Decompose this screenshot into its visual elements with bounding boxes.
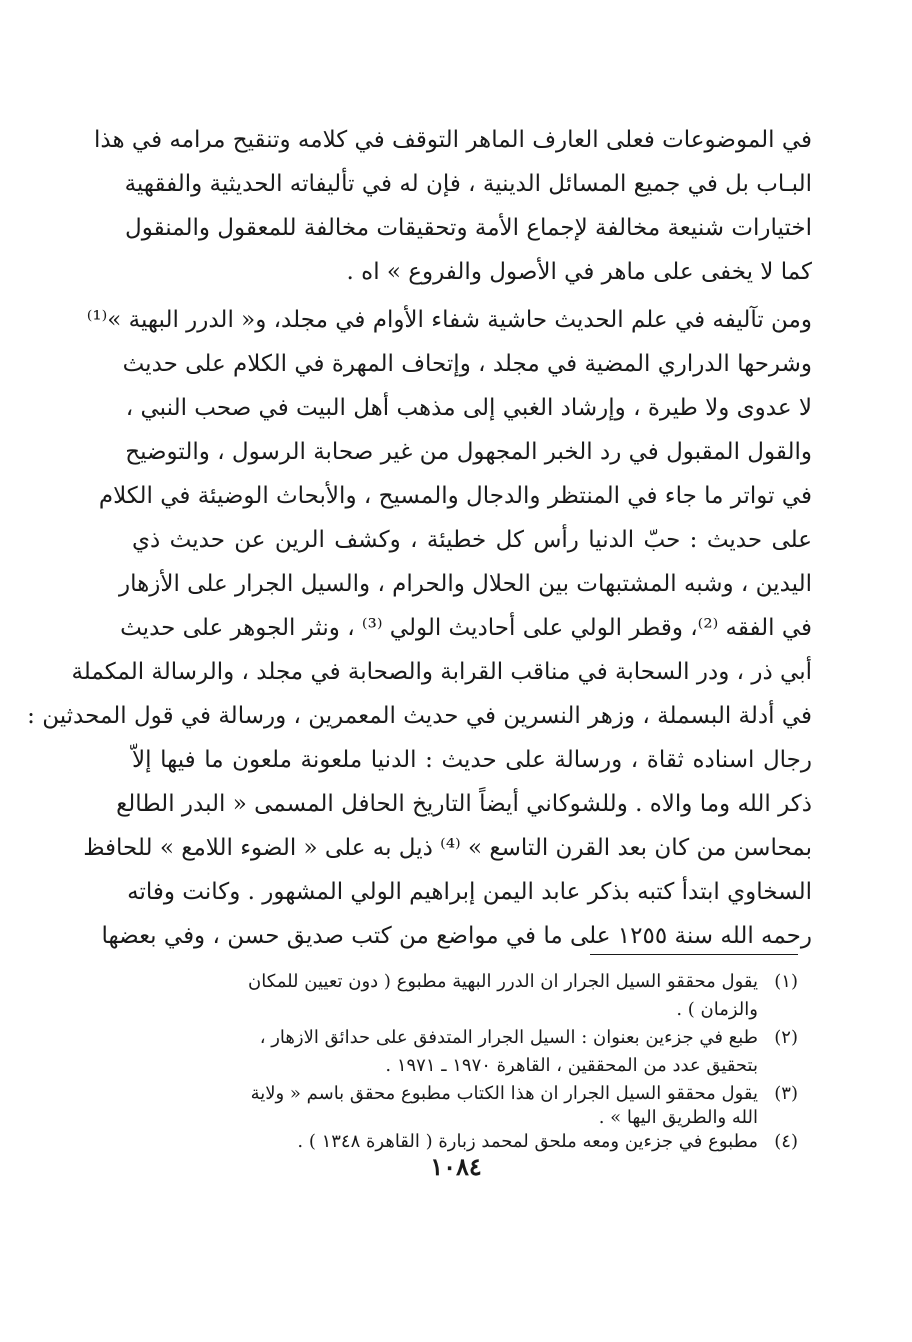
body-line: على حديث : حبّ الدنيا رأس كل خطيئة ، وكشف الرين عن حديث ذي <box>132 527 812 553</box>
footnote-continuation: والزمان ) . <box>676 999 758 1020</box>
footnote-number: (٣) <box>774 1083 798 1104</box>
body-line: والقول المقبول في رد الخبر المجهول من غير صحابة الرسول ، والتوضيح <box>125 439 812 465</box>
footnote <box>130 968 798 996</box>
body-line: كما لا يخفى على ماهر في الأصول والفروع » اه . <box>346 259 812 285</box>
body-line: اليدين ، وشبه المشتبهات بين الحلال والحرام ، والسيل الجرار على الأزهار <box>119 571 812 597</box>
page-number: ١٠٨٤ <box>430 1152 482 1181</box>
body-line: رجال اسناده ثقاة ، ورسالة على حديث : الدنيا ملعونة ملعون ما فيها إلاّ <box>132 747 812 773</box>
footnote-number: (٢) <box>774 1027 798 1048</box>
footnote-number: (٤) <box>774 1131 798 1152</box>
body-line: بمحاسن من كان بعد القرن التاسع » ⁽⁴⁾ ذيل به على « الضوء اللامع » للحافظ <box>83 835 812 861</box>
body-line: ومن تآليفه في علم الحديث حاشية شفاء الأوام في مجلد، و« الدرر البهية »⁽¹⁾ <box>86 307 812 333</box>
body-line: السخاوي ابتدأ كتبه بذكر عابد اليمن إبراهيم الولي المشهور . وكانت وفاته <box>127 879 812 905</box>
body-line: رحمه الله سنة ١٢٥٥ على ما في مواضع من كتب صديق حسن ، وفي بعضها <box>101 923 812 949</box>
body-line: في تواتر ما جاء في المنتظر والدجال والمسيح ، والأبحاث الوضيئة في الكلام <box>98 483 812 509</box>
footnote-text: يقول محققو السيل الجرار ان هذا الكتاب مطبوع محقق باسم « ولاية <box>250 1083 758 1104</box>
footnote-text: طبع في جزءين بعنوان : السيل الجرار المتدفق على حدائق الازهار ، <box>259 1027 758 1048</box>
body-line: وشرحها الدراري المضية في مجلد ، وإتحاف المهرة في الكلام على حديث <box>122 351 812 377</box>
body-line: لا عدوى ولا طيرة ، وإرشاد الغبي إلى مذهب أهل البيت في صحب النبي ، <box>125 395 812 421</box>
footnote-number: (١) <box>774 971 798 992</box>
body-line: في الفقه ⁽²⁾، وقطر الولي على أحاديث الولي ⁽³⁾ ، ونثر الجوهر على حديث <box>120 615 812 641</box>
body-line: في الموضوعات فعلى العارف الماهر التوقف في كلامه وتنقيح مرامه في هذا <box>94 127 812 153</box>
body-line: أبي ذر ، ودر السحابة في مناقب القرابة والصحابة في مجلد ، والرسالة المكملة <box>71 659 812 685</box>
footnote-text: مطبوع في جزءين ومعه ملحق لمحمد زبارة ( القاهرة ١٣٤٨ ) . <box>297 1131 758 1152</box>
body-line: البـاب بل في جميع المسائل الدينية ، فإن له في تأليفاته الحديثية والفقهية <box>124 171 812 197</box>
footnote-continuation: الله والطريق اليها » . <box>598 1107 758 1128</box>
footnote <box>130 1024 798 1052</box>
footnote-text: يقول محققو السيل الجرار ان الدرر البهية مطبوع ( دون تعيين للمكان <box>248 971 758 992</box>
body-line: في أدلة البسملة ، وزهر النسرين في حديث المعمرين ، ورسالة في قول المحدثين : <box>27 703 812 729</box>
body-line: اختيارات شنيعة مخالفة لإجماع الأمة وتحقيقات مخالفة للمعقول والمنقول <box>125 215 812 241</box>
footnote-continuation: بتحقيق عدد من المحققين ، القاهرة ١٩٧٠ ـ ١٩٧١ . <box>385 1055 758 1076</box>
footnote-separator <box>590 954 798 955</box>
body-line: ذكر الله وما والاه . وللشوكاني أيضاً التاريخ الحافل المسمى « البدر الطالع <box>116 791 812 817</box>
